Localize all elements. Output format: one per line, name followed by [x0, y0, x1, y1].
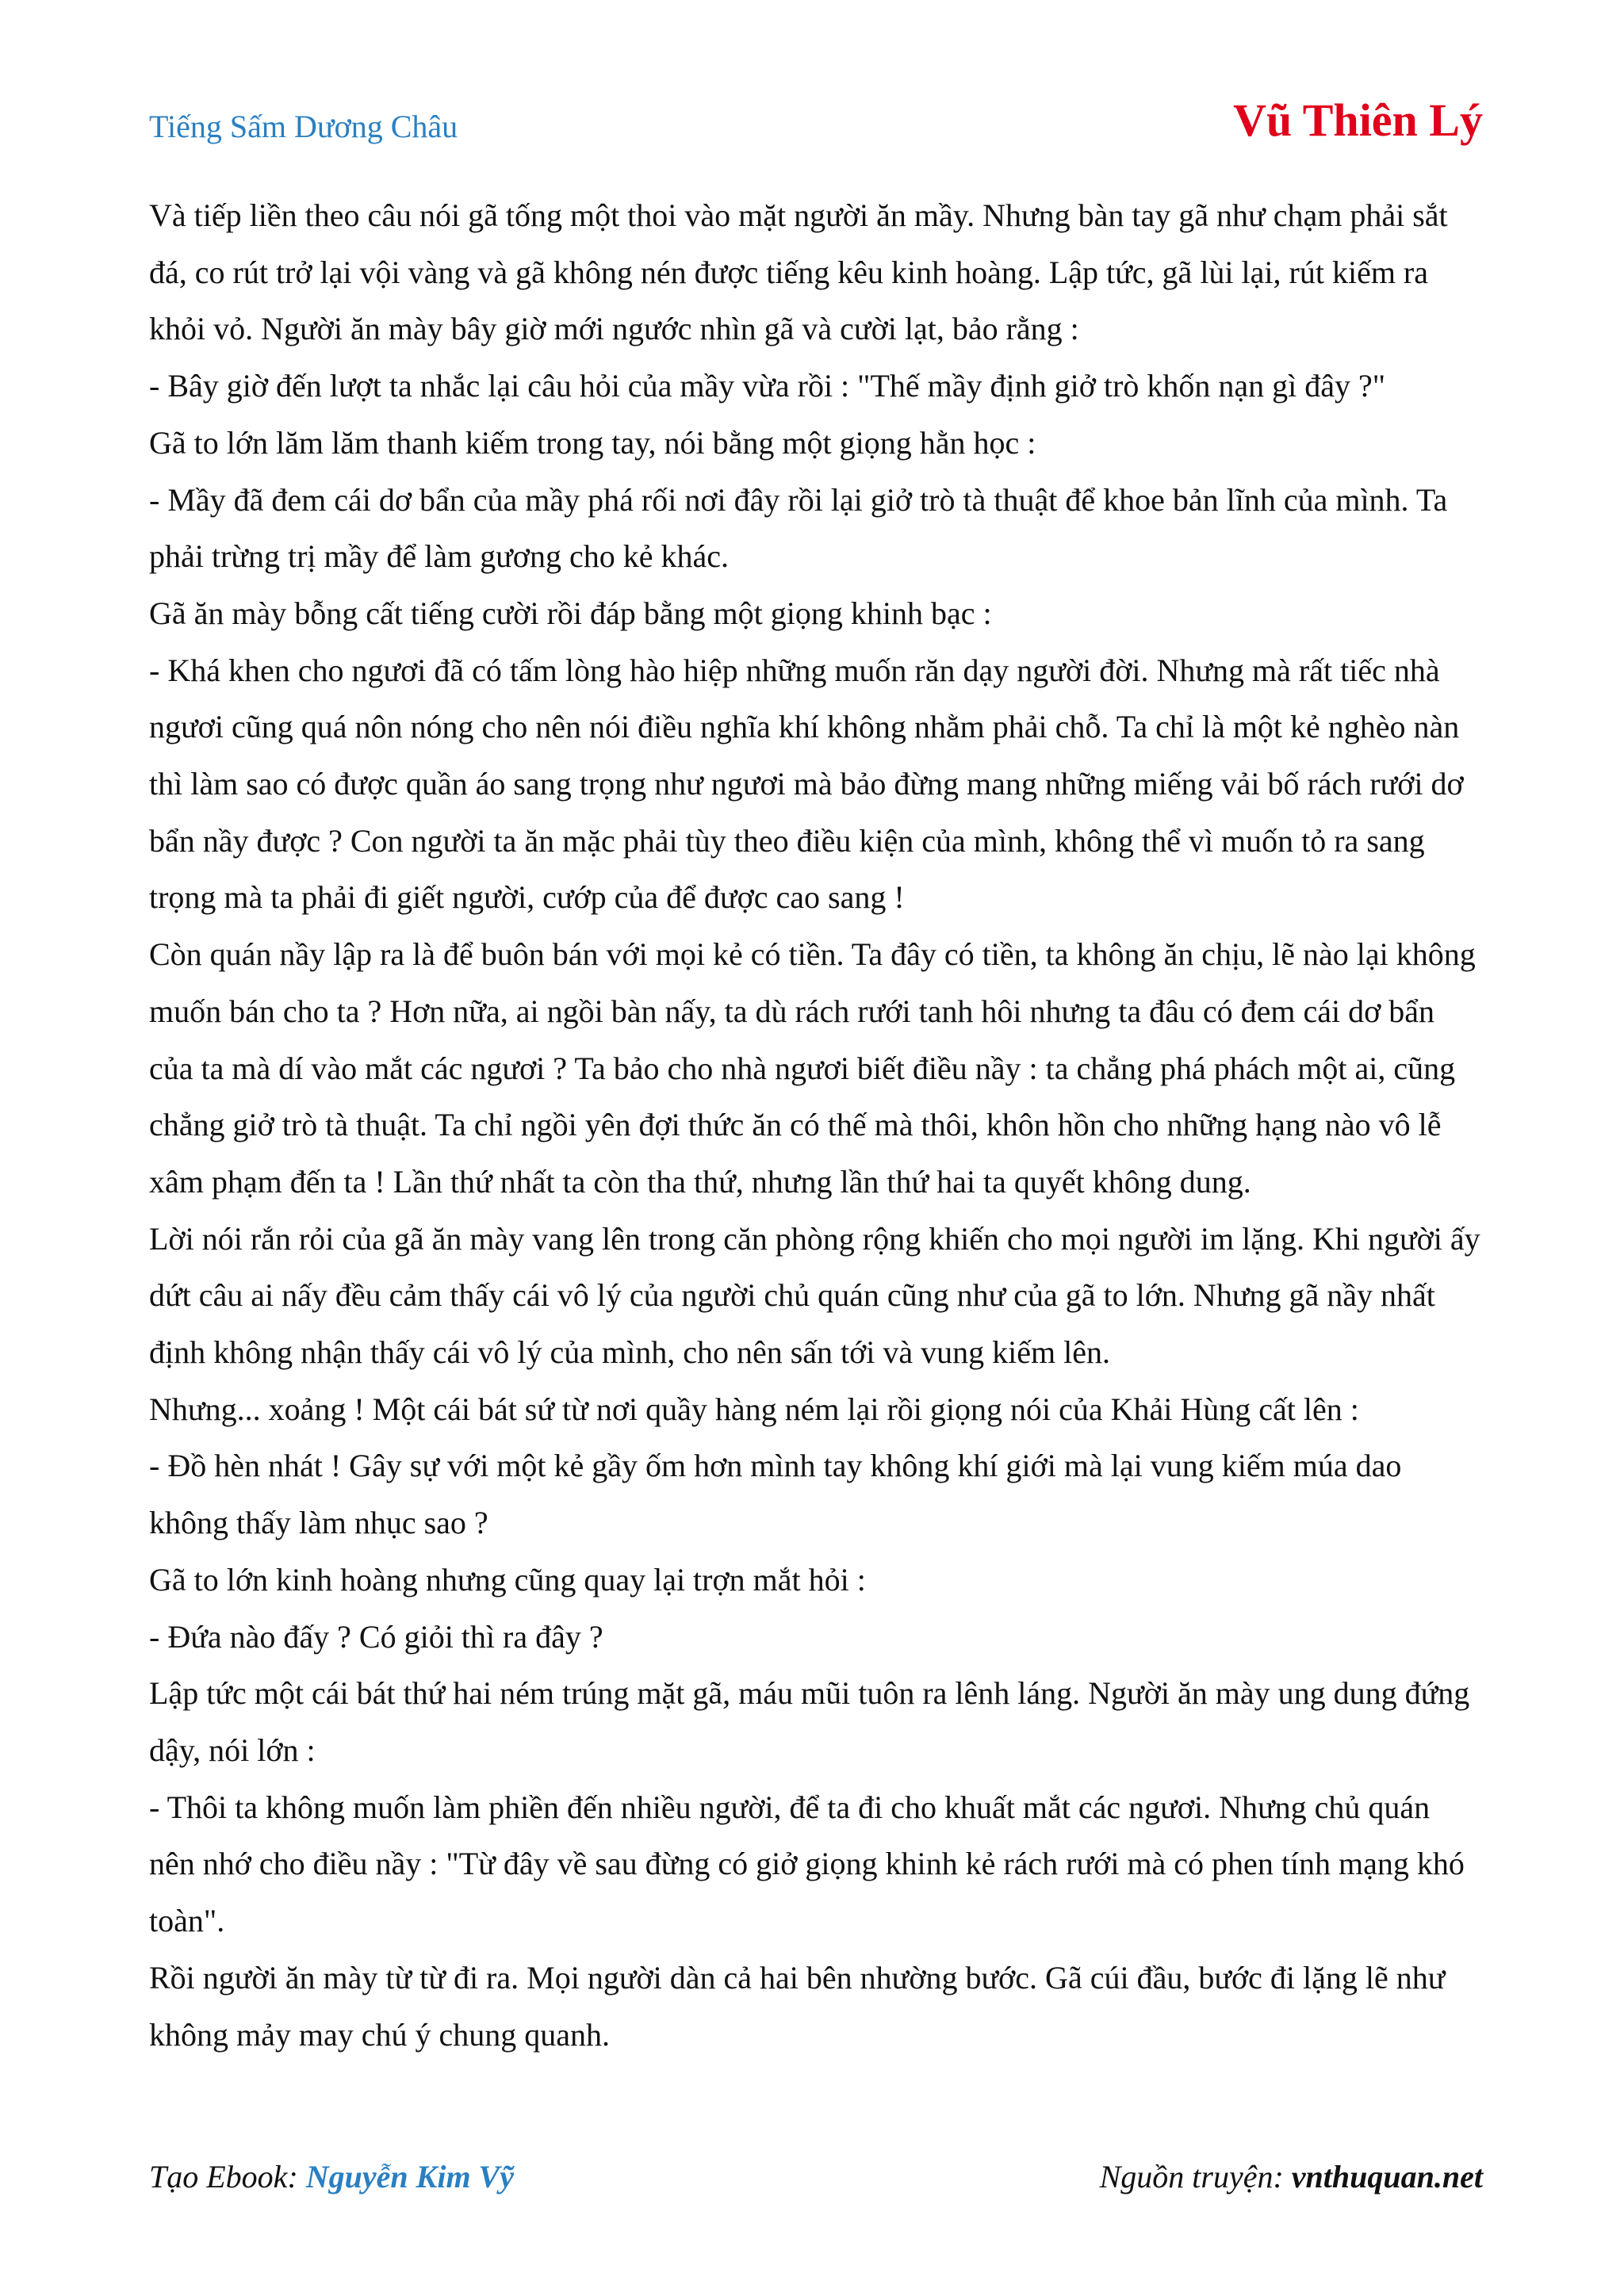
- paragraph: Gã to lớn lăm lăm thanh kiếm trong tay, nói bằng một giọng hằn học :: [149, 424, 1036, 461]
- paragraph: Gã ăn mày bỗng cất tiếng cười rồi đáp bằng một giọng khinh bạc :: [149, 595, 992, 631]
- source-credit: [1100, 2158, 1483, 2195]
- story-body: [149, 187, 1483, 2063]
- paragraph: Rồi người ăn mày từ từ đi ra. Mọi người dàn cả hai bên nhường bước. Gã cúi đầu, bước đi lặng lẽ như không mảy may chú ý chung quanh.: [149, 1959, 1446, 2053]
- book-title: Tiếng Sấm Dương Châu: [149, 109, 458, 144]
- paragraph: Nhưng... xoảng ! Một cái bát sứ từ nơi quầy hàng ném lại rồi giọng nói của Khải Hùng cất lên :: [149, 1391, 1359, 1427]
- ebook-creator: Nguyễn Kim Vỹ: [305, 2159, 514, 2195]
- author-name: Vũ Thiên Lý: [1233, 94, 1483, 146]
- ebook-credit: [149, 2158, 514, 2195]
- page-header: [149, 94, 1483, 165]
- source-label: Nguồn truyện: [1099, 2159, 1274, 2195]
- paragraph: Lời nói rắn rỏi của gã ăn mày vang lên trong căn phòng rộng khiến cho mọi người im lặng. Khi người ấy dứt câu ai nấy đều cảm thấy cái vô lý của người chủ quán cũng như của gã to lớn. Nhưng gã nầy nhất định không nhận thấy cái vô lý của mình, cho nên sấn tới và vung kiếm lên.: [149, 1220, 1480, 1371]
- paragraph: - Đứa nào đấy ? Có giỏi thì ra đây ?: [149, 1618, 603, 1655]
- paragraph: - Thôi ta không muốn làm phiền đến nhiều người, để ta đi cho khuất mắt các ngươi. Nhưng chủ quán nên nhớ cho điều nầy : "Từ đây về sau đừng có giở giọng khinh kẻ rách rưới mà có phen tính mạng khó toàn".: [149, 1789, 1465, 1939]
- paragraph: - Khá khen cho ngươi đã có tấm lòng hào hiệp những muốn răn dạy người đời. Nhưng mà rất tiếc nhà ngươi cũng quá nôn nóng cho nên nói điều nghĩa khí không nhằm phải chỗ. Ta chỉ là một kẻ nghèo nàn thì làm sao có được quần áo sang trọng như ngươi mà bảo đừng mang những miếng vải bố rách rưới dơ bẩn nầy được ? Con người ta ăn mặc phải tùy theo điều kiện của mình, không thể vì muốn tỏ ra sang trọng mà ta phải đi giết người, cướp của để được cao sang !: [149, 652, 1464, 916]
- source-separator: :: [1273, 2159, 1292, 2195]
- ebook-label: Tạo Ebook: [149, 2159, 288, 2195]
- paragraph: Và tiếp liền theo câu nói gã tống một thoi vào mặt người ăn mầy. Nhưng bàn tay gã như chạm phải sắt đá, co rút trở lại vội vàng và gã không nén được tiếng kêu kinh hoàng. Lập tức, gã lùi lại, rút kiếm ra khỏi vỏ. Người ăn mày bây giờ mới ngước nhìn gã và cười lạt, bảo rằng :: [149, 197, 1448, 347]
- paragraph: - Mầy đã đem cái dơ bẩn của mầy phá rối nơi đây rồi lại giở trò tà thuật để khoe bản lĩnh của mình. Ta phải trừng trị mầy để làm gương cho kẻ khác.: [149, 481, 1448, 575]
- paragraph: - Bây giờ đến lượt ta nhắc lại câu hỏi của mầy vừa rồi : "Thế mầy định giở trò khốn nạn gì đây ?": [149, 368, 1386, 404]
- source-site-link[interactable]: vnthuquan.net: [1291, 2159, 1483, 2195]
- ebook-separator: :: [287, 2159, 306, 2195]
- page-footer: [149, 2158, 1483, 2206]
- paragraph: Lập tức một cái bát thứ hai ném trúng mặt gã, máu mũi tuôn ra lênh láng. Người ăn mày ung dung đứng dậy, nói lớn :: [149, 1675, 1470, 1768]
- paragraph: - Đồ hèn nhát ! Gây sự với một kẻ gầy ốm hơn mình tay không khí giới mà lại vung kiếm múa dao không thấy làm nhục sao ?: [149, 1448, 1402, 1541]
- paragraph: Còn quán nầy lập ra là để buôn bán với mọi kẻ có tiền. Ta đây có tiền, ta không ăn chịu, lẽ nào lại không muốn bán cho ta ? Hơn nữa, ai ngồi bàn nấy, ta dù rách rưới tanh hôi nhưng ta đâu có đem cái dơ bẩn của ta mà dí vào mắt các ngươi ? Ta bảo cho nhà ngươi biết điều nầy : ta chẳng phá phách một ai, cũng chẳng giở trò tà thuật. Ta chỉ ngồi yên đợi thức ăn có thế mà thôi, khôn hồn cho những hạng nào vô lễ xâm phạm đến ta ! Lần thứ nhất ta còn tha thứ, nhưng lần thứ hai ta quyết không dung.: [149, 936, 1476, 1200]
- paragraph: Gã to lớn kinh hoàng nhưng cũng quay lại trợn mắt hỏi :: [149, 1561, 866, 1598]
